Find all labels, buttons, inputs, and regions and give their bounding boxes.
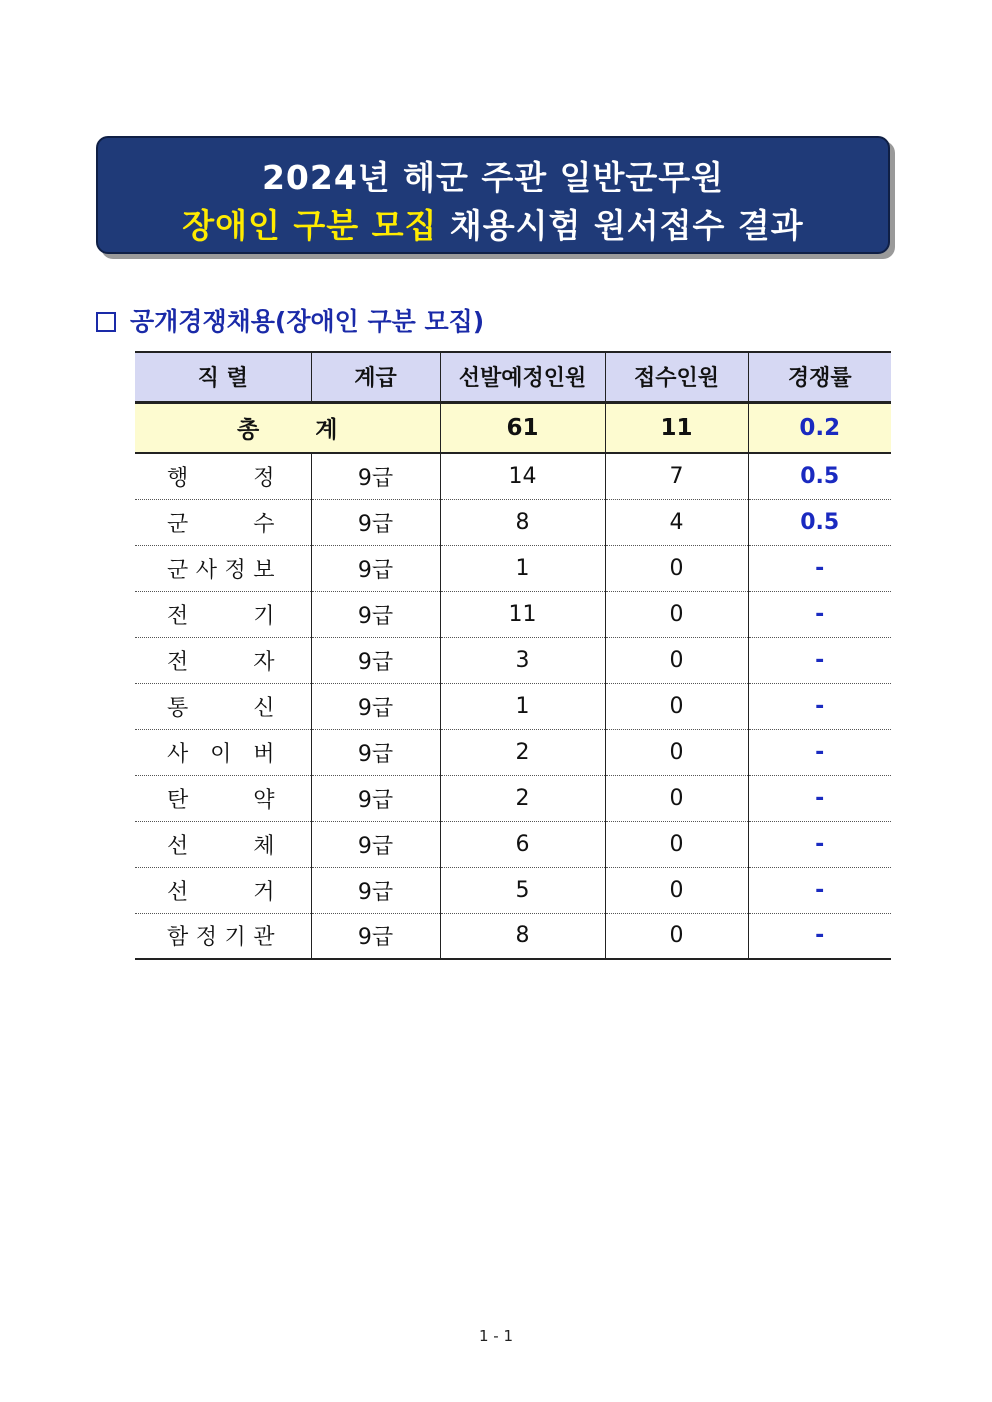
grade-cell: 9급	[311, 775, 440, 821]
grade-cell: 9급	[311, 637, 440, 683]
series-name-char: 기	[253, 603, 275, 629]
series-name-char: 사	[195, 557, 217, 583]
header-planned: 선발예정인원	[440, 352, 605, 402]
series-name-char: 선	[167, 833, 189, 859]
grade-cell: 9급	[311, 867, 440, 913]
planned-cell: 14	[440, 453, 605, 499]
series-name-char: 탄	[167, 787, 189, 813]
series-name-char: 신	[253, 695, 275, 721]
applicants-cell: 7	[605, 453, 748, 499]
section-heading	[96, 302, 484, 338]
table-row	[135, 637, 891, 683]
grade-cell: 9급	[311, 591, 440, 637]
series-name-char: 자	[253, 649, 275, 675]
planned-cell: 1	[440, 545, 605, 591]
planned-cell: 8	[440, 913, 605, 959]
table-row	[135, 775, 891, 821]
grade-cell: 9급	[311, 683, 440, 729]
applicants-cell: 0	[605, 591, 748, 637]
planned-cell: 2	[440, 729, 605, 775]
applicants-cell: 0	[605, 821, 748, 867]
rate-cell: -	[748, 913, 891, 959]
series-name-char: 군	[167, 511, 189, 537]
applicants-cell: 0	[605, 867, 748, 913]
grade-cell: 9급	[311, 499, 440, 545]
series-name-char: 약	[253, 787, 275, 813]
series-name	[135, 775, 311, 821]
table-row	[135, 591, 891, 637]
page-number: 1 - 1	[478, 1327, 514, 1345]
total-label-b: 계	[315, 417, 338, 444]
series-name	[135, 499, 311, 545]
planned-cell: 5	[440, 867, 605, 913]
series-name-char: 버	[253, 741, 275, 767]
table-row	[135, 683, 891, 729]
planned-cell: 3	[440, 637, 605, 683]
series-name	[135, 683, 311, 729]
series-name-char: 전	[167, 603, 189, 629]
rate-cell: -	[748, 545, 891, 591]
table-header-row	[135, 352, 891, 402]
header-grade: 계급	[311, 352, 440, 402]
section-heading-text: 공개경쟁채용(장애인 구분 모집)	[130, 307, 485, 336]
series-name-char: 거	[253, 879, 275, 905]
rate-cell: -	[748, 683, 891, 729]
planned-cell: 6	[440, 821, 605, 867]
result-table	[135, 351, 891, 960]
rate-cell: -	[748, 637, 891, 683]
planned-cell: 2	[440, 775, 605, 821]
series-name	[135, 867, 311, 913]
series-name-char: 행	[167, 465, 189, 491]
grade-cell: 9급	[311, 913, 440, 959]
applicants-cell: 0	[605, 775, 748, 821]
series-name-char: 사	[167, 741, 189, 767]
title-highlight: 장애인 구분 모집	[182, 206, 438, 245]
series-name-char: 전	[167, 649, 189, 675]
series-name-char: 체	[253, 833, 275, 859]
rate-cell: 0.5	[748, 499, 891, 545]
series-name-char: 통	[167, 695, 189, 721]
rate-cell: -	[748, 821, 891, 867]
series-name-char: 함	[167, 925, 189, 951]
planned-cell: 8	[440, 499, 605, 545]
table-row	[135, 499, 891, 545]
total-planned: 61	[440, 402, 605, 453]
title-line-2	[98, 200, 888, 247]
series-name-char: 기	[224, 925, 246, 951]
table-row	[135, 821, 891, 867]
planned-cell: 1	[440, 683, 605, 729]
planned-cell: 11	[440, 591, 605, 637]
series-name-char: 관	[253, 925, 275, 951]
rate-cell: -	[748, 775, 891, 821]
series-name-char: 정	[195, 925, 217, 951]
grade-cell: 9급	[311, 729, 440, 775]
rate-cell: -	[748, 729, 891, 775]
total-label-a: 총	[237, 417, 260, 444]
series-name	[135, 913, 311, 959]
total-label	[135, 402, 440, 453]
series-name-char: 선	[167, 879, 189, 905]
applicants-cell: 0	[605, 683, 748, 729]
table-row	[135, 545, 891, 591]
total-row	[135, 402, 891, 453]
series-name-char: 정	[253, 465, 275, 491]
header-rate: 경쟁률	[748, 352, 891, 402]
series-name	[135, 591, 311, 637]
series-name	[135, 729, 311, 775]
series-name-char: 수	[253, 511, 275, 537]
grade-cell: 9급	[311, 545, 440, 591]
applicants-cell: 4	[605, 499, 748, 545]
series-name	[135, 637, 311, 683]
grade-cell: 9급	[311, 453, 440, 499]
series-name-char: 정	[224, 557, 246, 583]
total-applicants: 11	[605, 402, 748, 453]
series-name	[135, 545, 311, 591]
series-name-char: 보	[253, 557, 275, 583]
applicants-cell: 0	[605, 545, 748, 591]
header-series: 직 렬	[135, 352, 311, 402]
table-row	[135, 913, 891, 959]
series-name-char: 이	[210, 741, 232, 767]
title-line-1: 2024년 해군 주관 일반군무원	[261, 158, 725, 197]
header-applicants: 접수인원	[605, 352, 748, 402]
table-row	[135, 729, 891, 775]
rate-cell: -	[748, 591, 891, 637]
applicants-cell: 0	[605, 913, 748, 959]
grade-cell: 9급	[311, 821, 440, 867]
series-name	[135, 453, 311, 499]
series-name	[135, 821, 311, 867]
table-row	[135, 867, 891, 913]
applicants-cell: 0	[605, 637, 748, 683]
total-rate: 0.2	[748, 402, 891, 453]
title-line-2-rest: 채용시험 원서접수 결과	[449, 206, 804, 245]
series-name-char: 군	[167, 557, 189, 583]
applicants-cell: 0	[605, 729, 748, 775]
table-row	[135, 453, 891, 499]
rate-cell: 0.5	[748, 453, 891, 499]
square-bullet-icon	[96, 312, 116, 332]
title-banner	[96, 136, 890, 254]
rate-cell: -	[748, 867, 891, 913]
